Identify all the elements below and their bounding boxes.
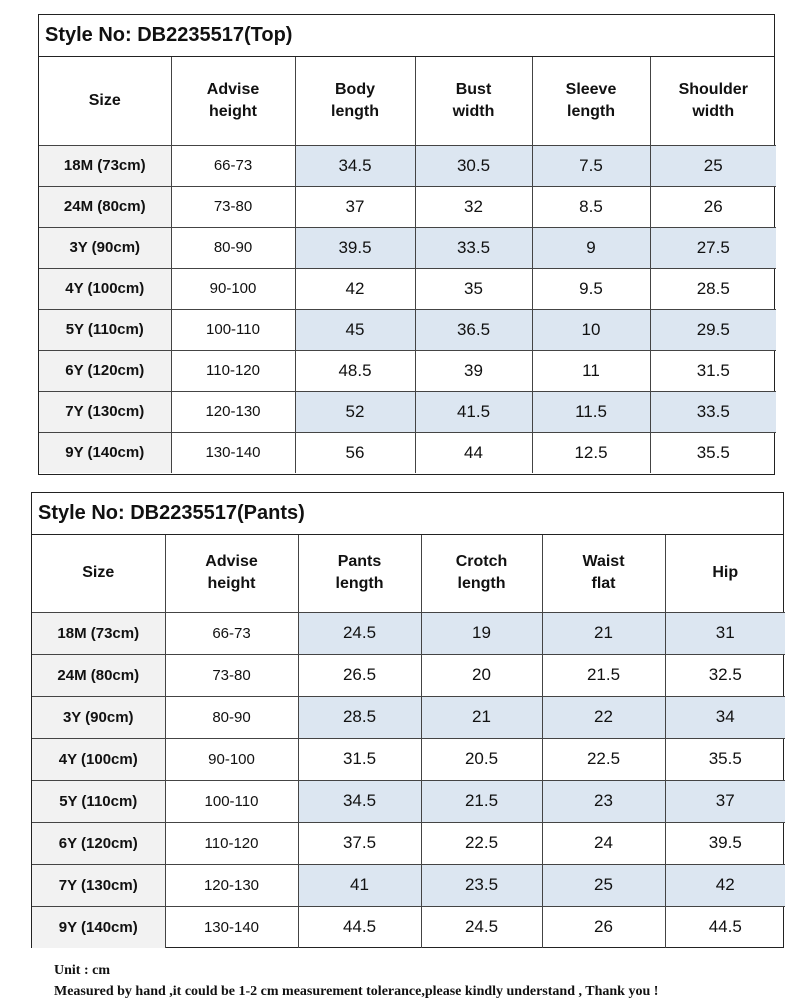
pants-measure-cell: 39.5 xyxy=(665,822,785,864)
top-measure-cell: 25 xyxy=(650,145,776,186)
pants-height-cell: 90-100 xyxy=(165,738,298,780)
pants-header-cell: Crotch length xyxy=(421,535,542,612)
top-size-cell: 9Y (140cm) xyxy=(39,432,171,473)
pants-table-row xyxy=(32,780,785,822)
top-measure-cell: 26 xyxy=(650,186,776,227)
pants-chart-title: Style No: DB2235517(Pants) xyxy=(32,493,783,535)
pants-size-cell: 5Y (110cm) xyxy=(32,780,165,822)
top-size-cell: 6Y (120cm) xyxy=(39,350,171,391)
pants-measure-cell: 44.5 xyxy=(665,906,785,948)
top-table-row xyxy=(39,432,776,473)
top-measure-cell: 28.5 xyxy=(650,268,776,309)
pants-size-cell: 4Y (100cm) xyxy=(32,738,165,780)
top-measure-cell: 35.5 xyxy=(650,432,776,473)
pants-size-table xyxy=(32,535,785,948)
top-table-row xyxy=(39,350,776,391)
pants-measure-cell: 23 xyxy=(542,780,665,822)
top-measure-cell: 45 xyxy=(295,309,415,350)
top-measure-cell: 36.5 xyxy=(415,309,532,350)
top-height-cell: 80-90 xyxy=(171,227,295,268)
top-table-row xyxy=(39,391,776,432)
top-measure-cell: 10 xyxy=(532,309,650,350)
pants-header-row xyxy=(32,535,785,612)
pants-measure-cell: 34.5 xyxy=(298,780,421,822)
top-measure-cell: 9.5 xyxy=(532,268,650,309)
pants-measure-cell: 23.5 xyxy=(421,864,542,906)
pants-height-cell: 130-140 xyxy=(165,906,298,948)
pants-measure-cell: 24 xyxy=(542,822,665,864)
top-header-cell: Shoulder width xyxy=(650,57,776,145)
top-measure-cell: 27.5 xyxy=(650,227,776,268)
pants-measure-cell: 20 xyxy=(421,654,542,696)
pants-table-row xyxy=(32,738,785,780)
pants-measure-cell: 41 xyxy=(298,864,421,906)
notes xyxy=(54,960,658,1002)
top-measure-cell: 29.5 xyxy=(650,309,776,350)
pants-measure-cell: 22 xyxy=(542,696,665,738)
pants-table-row xyxy=(32,864,785,906)
top-header-row xyxy=(39,57,776,145)
pants-measure-cell: 28.5 xyxy=(298,696,421,738)
top-size-cell: 3Y (90cm) xyxy=(39,227,171,268)
pants-table-row xyxy=(32,906,785,948)
top-header-cell: Size xyxy=(39,57,171,145)
pants-table-row xyxy=(32,822,785,864)
top-measure-cell: 7.5 xyxy=(532,145,650,186)
pants-table-row xyxy=(32,654,785,696)
top-header-cell: Sleeve length xyxy=(532,57,650,145)
top-height-cell: 90-100 xyxy=(171,268,295,309)
top-height-cell: 100-110 xyxy=(171,309,295,350)
pants-header-cell: Pants length xyxy=(298,535,421,612)
pants-measure-cell: 31.5 xyxy=(298,738,421,780)
pants-measure-cell: 22.5 xyxy=(421,822,542,864)
pants-measure-cell: 24.5 xyxy=(298,612,421,654)
pants-measure-cell: 35.5 xyxy=(665,738,785,780)
pants-size-cell: 3Y (90cm) xyxy=(32,696,165,738)
pants-size-cell: 9Y (140cm) xyxy=(32,906,165,948)
top-measure-cell: 33.5 xyxy=(650,391,776,432)
top-header-cell: Body length xyxy=(295,57,415,145)
top-measure-cell: 37 xyxy=(295,186,415,227)
top-table-row xyxy=(39,186,776,227)
pants-measure-cell: 32.5 xyxy=(665,654,785,696)
top-header-cell: Advise height xyxy=(171,57,295,145)
pants-measure-cell: 19 xyxy=(421,612,542,654)
top-measure-cell: 11.5 xyxy=(532,391,650,432)
pants-measure-cell: 42 xyxy=(665,864,785,906)
pants-table-row xyxy=(32,612,785,654)
top-size-cell: 4Y (100cm) xyxy=(39,268,171,309)
top-size-cell: 7Y (130cm) xyxy=(39,391,171,432)
pants-header-cell: Size xyxy=(32,535,165,612)
pants-measure-cell: 25 xyxy=(542,864,665,906)
top-table-row xyxy=(39,268,776,309)
top-size-chart xyxy=(38,14,775,475)
top-height-cell: 66-73 xyxy=(171,145,295,186)
top-measure-cell: 9 xyxy=(532,227,650,268)
pants-measure-cell: 37.5 xyxy=(298,822,421,864)
pants-height-cell: 66-73 xyxy=(165,612,298,654)
top-table-row xyxy=(39,145,776,186)
top-measure-cell: 33.5 xyxy=(415,227,532,268)
top-height-cell: 73-80 xyxy=(171,186,295,227)
pants-height-cell: 73-80 xyxy=(165,654,298,696)
top-measure-cell: 56 xyxy=(295,432,415,473)
pants-measure-cell: 26.5 xyxy=(298,654,421,696)
top-measure-cell: 52 xyxy=(295,391,415,432)
top-measure-cell: 34.5 xyxy=(295,145,415,186)
pants-table-row xyxy=(32,696,785,738)
unit-note: Unit : cm xyxy=(54,963,110,978)
top-measure-cell: 41.5 xyxy=(415,391,532,432)
pants-measure-cell: 31 xyxy=(665,612,785,654)
pants-header-cell: Waist flat xyxy=(542,535,665,612)
pants-measure-cell: 22.5 xyxy=(542,738,665,780)
top-table-row xyxy=(39,227,776,268)
top-measure-cell: 44 xyxy=(415,432,532,473)
tolerance-note: Measured by hand ,it could be 1-2 cm measurement tolerance,please kindly understand , Thank you ! xyxy=(54,984,659,999)
pants-measure-cell: 20.5 xyxy=(421,738,542,780)
pants-height-cell: 80-90 xyxy=(165,696,298,738)
pants-header-cell: Hip xyxy=(665,535,785,612)
top-measure-cell: 42 xyxy=(295,268,415,309)
pants-size-chart xyxy=(31,492,784,948)
pants-size-cell: 6Y (120cm) xyxy=(32,822,165,864)
pants-measure-cell: 21.5 xyxy=(421,780,542,822)
pants-measure-cell: 26 xyxy=(542,906,665,948)
pants-measure-cell: 24.5 xyxy=(421,906,542,948)
top-header-cell: Bust width xyxy=(415,57,532,145)
top-measure-cell: 39 xyxy=(415,350,532,391)
pants-measure-cell: 21.5 xyxy=(542,654,665,696)
pants-measure-cell: 37 xyxy=(665,780,785,822)
top-measure-cell: 30.5 xyxy=(415,145,532,186)
pants-height-cell: 100-110 xyxy=(165,780,298,822)
pants-height-cell: 110-120 xyxy=(165,822,298,864)
pants-size-cell: 7Y (130cm) xyxy=(32,864,165,906)
pants-height-cell: 120-130 xyxy=(165,864,298,906)
top-size-table xyxy=(39,57,776,473)
top-table-row xyxy=(39,309,776,350)
top-measure-cell: 12.5 xyxy=(532,432,650,473)
top-size-cell: 5Y (110cm) xyxy=(39,309,171,350)
top-measure-cell: 32 xyxy=(415,186,532,227)
top-measure-cell: 39.5 xyxy=(295,227,415,268)
pants-measure-cell: 21 xyxy=(542,612,665,654)
pants-header-cell: Advise height xyxy=(165,535,298,612)
pants-measure-cell: 21 xyxy=(421,696,542,738)
pants-measure-cell: 44.5 xyxy=(298,906,421,948)
top-size-cell: 24M (80cm) xyxy=(39,186,171,227)
top-measure-cell: 35 xyxy=(415,268,532,309)
top-height-cell: 120-130 xyxy=(171,391,295,432)
top-measure-cell: 31.5 xyxy=(650,350,776,391)
pants-measure-cell: 34 xyxy=(665,696,785,738)
top-measure-cell: 48.5 xyxy=(295,350,415,391)
top-height-cell: 130-140 xyxy=(171,432,295,473)
pants-size-cell: 24M (80cm) xyxy=(32,654,165,696)
top-size-cell: 18M (73cm) xyxy=(39,145,171,186)
pants-size-cell: 18M (73cm) xyxy=(32,612,165,654)
top-chart-title: Style No: DB2235517(Top) xyxy=(39,15,774,57)
top-measure-cell: 8.5 xyxy=(532,186,650,227)
top-height-cell: 110-120 xyxy=(171,350,295,391)
top-measure-cell: 11 xyxy=(532,350,650,391)
